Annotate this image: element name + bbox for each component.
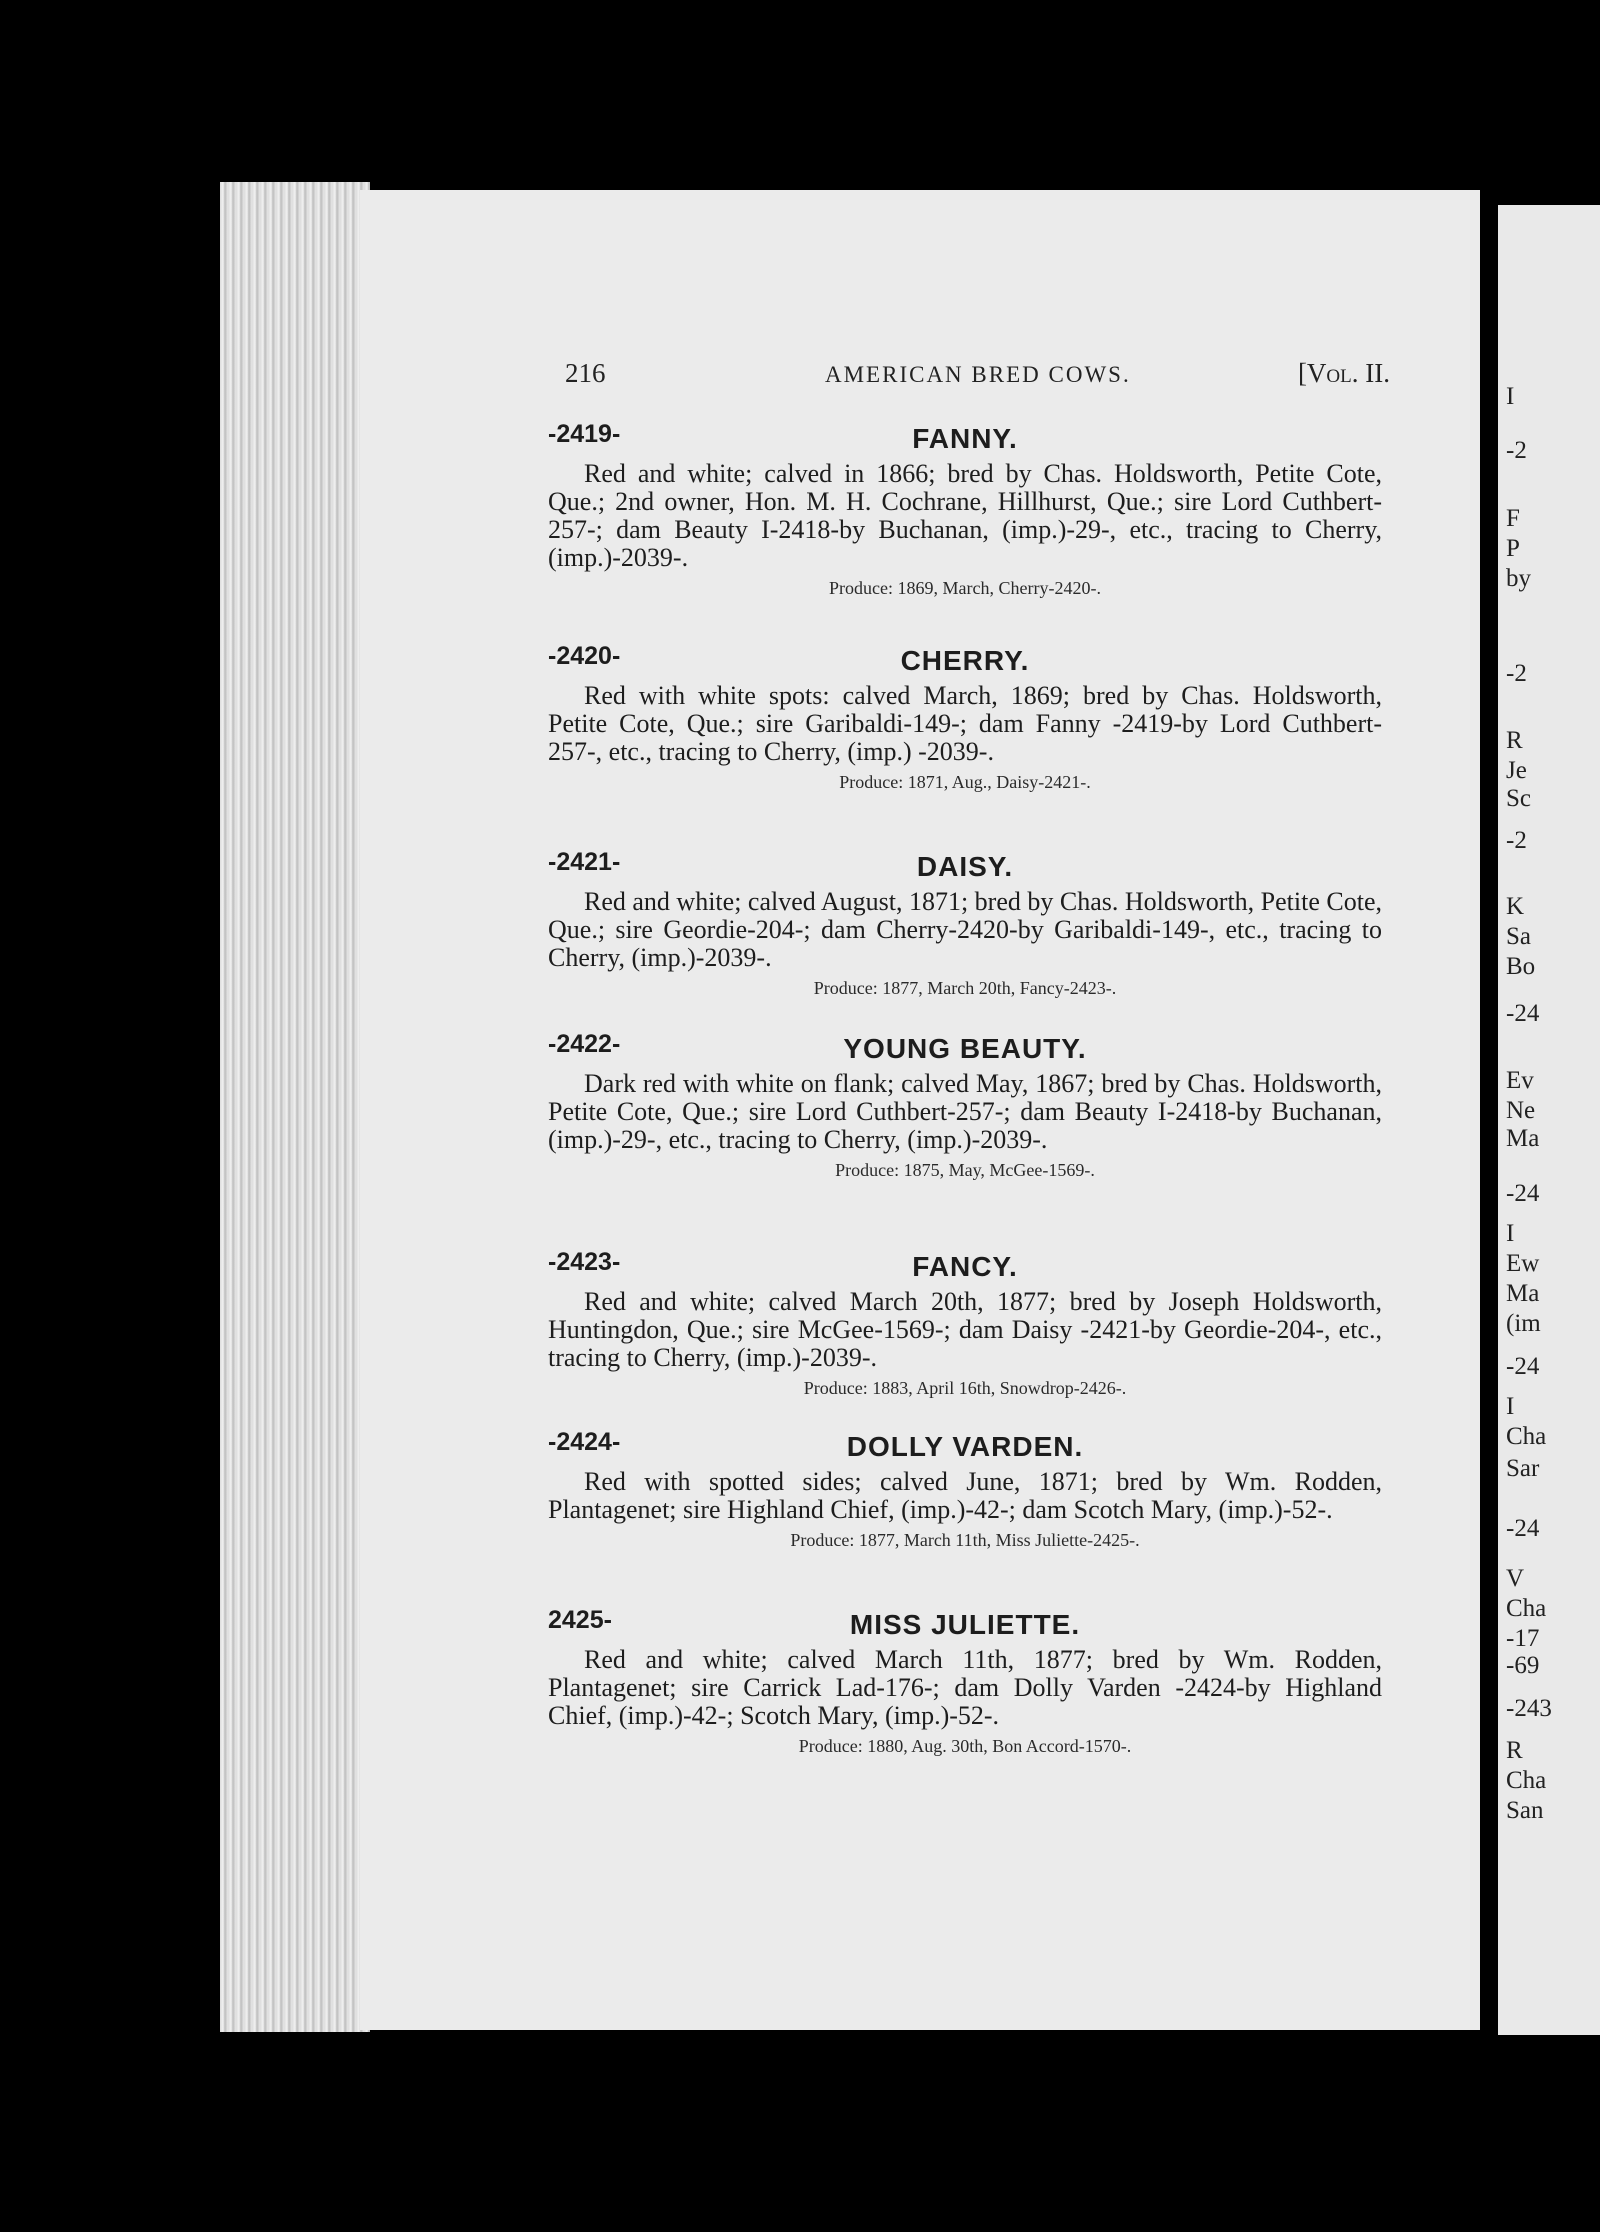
herd-entry: [548, 1606, 1382, 1757]
produce-line: Produce: 1880, Aug. 30th, Bon Accord-1570-.: [798, 1736, 1132, 1756]
facing-fragment: I: [1506, 1393, 1515, 1420]
facing-fragment: R: [1506, 1737, 1523, 1764]
facing-fragment: -2: [1506, 437, 1527, 464]
produce-line: Produce: 1869, March, Cherry-2420-.: [829, 578, 1101, 598]
facing-fragment: F: [1506, 505, 1520, 532]
facing-fragment: -2: [1506, 827, 1527, 854]
facing-fragment: Sar: [1506, 1455, 1540, 1482]
pedigree-description: Red and white; calved in 1866; bred by Chas. Holdsworth, Petite Cote, Que.; 2nd owner, Hon. M. H. Cochrane, Hillhurst, Que.; sire Lord Cuthbert-257-; dam Beauty I-2418-by Buchanan, (imp.)-29-, etc., tracing to Cherry, (imp.)-2039-.: [548, 459, 1382, 572]
herd-entry: [548, 1030, 1382, 1181]
produce-line: Produce: 1877, March 11th, Miss Juliette-2425-.: [790, 1530, 1140, 1550]
produce-line: Produce: 1875, May, McGee-1569-.: [835, 1160, 1095, 1180]
herd-number: -2420-: [548, 642, 621, 670]
cow-name: MISS JULIETTE.: [849, 1609, 1081, 1640]
facing-page: [1498, 205, 1600, 2035]
herd-number: -2422-: [548, 1030, 621, 1058]
page-number: 216: [565, 358, 606, 388]
facing-fragment: -24: [1506, 1353, 1540, 1380]
facing-fragment: Ma: [1506, 1125, 1540, 1152]
cow-name: CHERRY.: [900, 645, 1030, 676]
cow-name: FANCY.: [912, 1251, 1018, 1282]
page-edge-stack: [220, 182, 370, 2032]
facing-fragment: Ev: [1506, 1067, 1534, 1094]
facing-fragment: -2: [1506, 660, 1527, 687]
pedigree-description: Red with white spots: calved March, 1869; bred by Chas. Holdsworth, Petite Cote, Que.; sire Garibaldi-149-; dam Fanny -2419-by Lord Cuthbert-257-, etc., tracing to Cherry, (imp.) -2039-.: [548, 681, 1382, 766]
facing-fragment: I: [1506, 383, 1515, 410]
facing-fragment: (im: [1506, 1310, 1541, 1337]
facing-fragment: Ma: [1506, 1280, 1540, 1307]
facing-fragment: -17: [1506, 1625, 1540, 1652]
facing-fragment: Bo: [1506, 953, 1536, 980]
running-header: [565, 358, 1390, 398]
herd-number: -2424-: [548, 1428, 621, 1456]
facing-fragment: Je: [1506, 757, 1527, 784]
facing-fragment: -69: [1506, 1652, 1540, 1679]
facing-fragment: I: [1506, 1220, 1515, 1247]
herd-entry: [548, 642, 1382, 793]
herd-entry: [548, 848, 1382, 999]
facing-fragment: -24: [1506, 1180, 1540, 1207]
pedigree-description: Red with spotted sides; calved June, 1871; bred by Wm. Rodden, Plantagenet; sire Highland Chief, (imp.)-42-; dam Scotch Mary, (imp.)-52-.: [548, 1467, 1382, 1524]
cow-name: YOUNG BEAUTY.: [843, 1033, 1087, 1064]
produce-line: Produce: 1871, Aug., Daisy-2421-.: [839, 772, 1091, 792]
cow-name: FANNY.: [912, 423, 1018, 454]
facing-fragment: Cha: [1506, 1423, 1547, 1450]
volume-label: [Vol. II.: [1297, 358, 1390, 388]
pedigree-description: Red and white; calved March 11th, 1877; bred by Wm. Rodden, Plantagenet; sire Carrick Lad-176-; dam Dolly Varden -2424-by Highland Chief, (imp.)-42-; Scotch Mary, (imp.)-52-.: [548, 1645, 1382, 1730]
facing-fragment: Ew: [1506, 1250, 1540, 1277]
cow-name: DOLLY VARDEN.: [846, 1431, 1084, 1462]
produce-line: Produce: 1877, March 20th, Fancy-2423-.: [813, 978, 1117, 998]
pedigree-description: Red and white; calved August, 1871; bred by Chas. Holdsworth, Petite Cote, Que.; sire Geordie-204-; dam Cherry-2420-by Garibaldi-149-, etc., tracing to Cherry, (imp.)-2039-.: [548, 887, 1382, 972]
herd-number: -2421-: [548, 848, 621, 876]
herd-entry: [548, 1428, 1382, 1551]
facing-fragment: K: [1506, 893, 1525, 920]
cow-name: DAISY.: [916, 851, 1014, 882]
pedigree-description: Dark red with white on flank; calved May, 1867; bred by Chas. Holdsworth, Petite Cote, Que.; sire Lord Cuthbert-257-; dam Beauty I-2418-by Buchanan, (imp.)-29-, etc., tracing to Cherry, (imp.)-2039-.: [548, 1069, 1382, 1154]
facing-fragment: -24: [1506, 1515, 1540, 1542]
herd-number: -2419-: [548, 420, 621, 448]
herd-entry: [548, 1248, 1382, 1399]
produce-line: Produce: 1883, April 16th, Snowdrop-2426-.: [803, 1378, 1127, 1398]
facing-fragment: Ne: [1506, 1097, 1536, 1124]
facing-fragment: by: [1506, 565, 1531, 592]
facing-fragment: Sc: [1506, 785, 1531, 812]
facing-fragment: Sa: [1506, 923, 1531, 950]
facing-fragment: Cha: [1506, 1767, 1547, 1794]
herd-entry: [548, 420, 1382, 599]
facing-fragment: Cha: [1506, 1595, 1547, 1622]
facing-fragment: -24: [1506, 1000, 1540, 1027]
herd-number: -2423-: [548, 1248, 621, 1276]
running-title: AMERICAN BRED COWS.: [825, 362, 1131, 387]
facing-fragment: P: [1506, 535, 1520, 562]
herd-number: 2425-: [548, 1606, 612, 1634]
facing-fragment: San: [1506, 1797, 1544, 1824]
facing-fragment: V: [1506, 1565, 1525, 1592]
facing-fragment: -243: [1506, 1695, 1552, 1722]
facing-fragment: R: [1506, 727, 1523, 754]
pedigree-description: Red and white; calved March 20th, 1877; bred by Joseph Holdsworth, Huntingdon, Que.; sire McGee-1569-; dam Daisy -2421-by Geordie-204-, etc., tracing to Cherry, (imp.)-2039-.: [548, 1287, 1382, 1372]
